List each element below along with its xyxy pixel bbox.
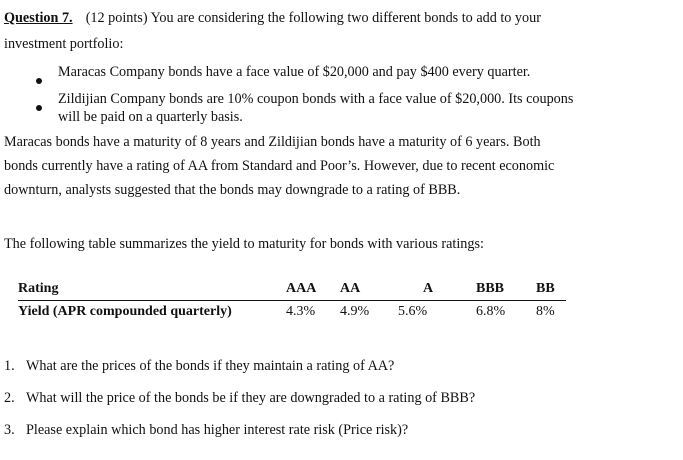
rating-cell: BB [536,278,566,301]
yield-cell: 6.8% [476,304,506,319]
table-row [18,301,566,324]
rating-cell: A [398,278,476,301]
rating-cell: BBB [476,278,536,301]
subquestion-number: 3. [4,422,15,438]
rating-cell: AAA [286,278,340,301]
table-header-row [18,278,566,301]
subquestion-number: 1. [4,358,15,374]
yield-cell: 4.9% [340,304,370,319]
question-points: (12 points) You are considering the following two different bonds to add to your [85,10,541,26]
paragraph-line: downturn, analysts suggested that the bonds may downgrade to a rating of BBB. [4,182,461,198]
rating-cell: AA [340,278,398,301]
subquestion-number: 2. [4,390,15,406]
question-header [4,10,541,27]
yield-cell: 4.3% [286,304,316,319]
bullet-text: Zildijian Company bonds are 10% coupon bonds with a face value of $20,000. Its coupons [58,91,574,107]
question-number: Question 7. [4,10,73,26]
bullet-icon [36,105,42,111]
bullet-text: Maracas Company bonds have a face value of $20,000 and pay $400 every quarter. [58,64,531,80]
subquestion-text: What will the price of the bonds be if they are downgraded to a rating of BBB? [26,390,476,406]
yield-cell: 8% [536,304,555,319]
subquestion-text: Please explain which bond has higher interest rate risk (Price risk)? [26,422,409,438]
subquestion-item [4,422,408,439]
yield-row-label: Yield (APR compounded quarterly) [18,304,232,319]
rating-header: Rating [18,278,286,301]
bullet-item [36,99,42,116]
subquestion-text: What are the prices of the bonds if they maintain a rating of AA? [26,358,395,374]
bullet-item [36,72,42,89]
paragraph-line: bonds currently have a rating of AA from Standard and Poor’s. However, due to recent economic [4,158,555,174]
subquestion-item [4,358,394,375]
table-intro: The following table summarizes the yield to maturity for bonds with various ratings: [4,236,484,252]
bullet-icon [36,78,42,84]
paragraph-line: Maracas bonds have a maturity of 8 years and Zildijian bonds have a maturity of 6 years. Both [4,134,541,150]
yield-cell: 5.6% [398,304,428,319]
subquestion-item [4,390,475,407]
yield-table [18,278,566,323]
question-points-continued: investment portfolio: [4,36,124,52]
bullet-text-continued: will be paid on a quarterly basis. [58,109,243,125]
